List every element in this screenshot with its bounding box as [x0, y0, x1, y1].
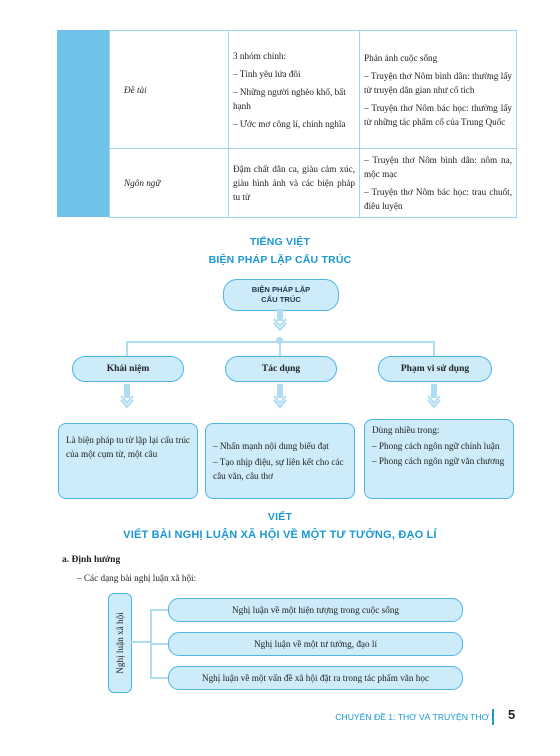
- essay-type-item: [168, 598, 463, 622]
- box-text: Là biện pháp tu từ lặp lại cấu trúc của một cụm từ, một câu: [66, 435, 190, 459]
- row-right: [360, 149, 517, 218]
- section-subheading: VIẾT BÀI NGHỊ LUẬN XÃ HỘI VỀ MỘT TƯ TƯỞNG, ĐẠO LÍ: [123, 529, 437, 541]
- chevron-down-icon: [273, 309, 287, 331]
- table-row: [110, 149, 517, 218]
- connector-line: [150, 643, 168, 645]
- connector-line: [126, 341, 128, 357]
- connector-line: [433, 341, 435, 357]
- effect-box: [205, 423, 355, 499]
- section-heading: TIẾNG VIỆT: [249, 236, 311, 248]
- right-item: Phản ánh cuộc sống: [364, 52, 438, 63]
- branch-node-effect: [225, 356, 337, 382]
- section-subheading: BIỆN PHÁP LẶP CẤU TRÚC: [208, 254, 352, 266]
- middle-intro: 3 nhóm chính:: [233, 50, 287, 61]
- connector-line: [150, 677, 168, 679]
- essay-type-label: Nghị luận về một vấn đề xã hội đặt ra trong tác phẩm văn học: [201, 673, 430, 683]
- right-item: – Truyện thơ Nôm bình dân: thường lấy từ truyện dân gian như cổ tích: [364, 70, 512, 95]
- branch-label: Khái niệm: [106, 364, 150, 374]
- connector-line: [279, 341, 281, 357]
- middle-item: – Ước mơ công lí, chính nghĩa: [233, 118, 346, 129]
- box-text: Dùng nhiều trong:: [372, 425, 440, 435]
- right-item: – Truyện thơ Nôm bình dân: nôm na, mộc mạc: [364, 155, 512, 179]
- connector-line: [150, 609, 168, 611]
- essay-type-label: Nghị luận về một hiện tượng trong cuộc sống: [231, 605, 400, 615]
- part-intro: – Các dạng bài nghị luận xã hội:: [77, 573, 197, 583]
- row-middle: [229, 149, 360, 218]
- diagram-root-node: [223, 279, 339, 311]
- definition-box: [58, 423, 198, 499]
- row-head: Đề tài: [110, 31, 229, 149]
- right-item: – Truyện thơ Nôm bác học: thường lấy từ những tác phẩm cổ của Trung Quốc: [364, 102, 512, 127]
- essay-type-item: [168, 632, 463, 656]
- comparison-table: [109, 30, 517, 218]
- row-middle: [229, 31, 360, 149]
- box-text: – Nhấn mạnh nội dung biểu đạt: [213, 441, 329, 451]
- essay-type-item: [168, 666, 463, 690]
- branch-node-scope: [378, 356, 492, 382]
- essay-type-label: Nghị luận về một tư tưởng, đạo lí: [253, 639, 377, 649]
- box-text: – Tạo nhịp điệu, sự liên kết cho các câu văn, câu thơ: [213, 457, 344, 481]
- chevron-down-icon: [427, 384, 441, 410]
- row-head: Ngôn ngữ: [110, 149, 229, 218]
- middle-item: – Tình yêu lứa đôi: [233, 68, 301, 79]
- branch-label: Phạm vi sử dụng: [400, 364, 470, 374]
- connector-line: [131, 641, 151, 643]
- table-side-band: [57, 30, 109, 217]
- vertical-label-box: [108, 593, 132, 693]
- footer-chapter: CHUYÊN ĐỀ 1: THƠ VÀ TRUYỆN THƠ: [335, 712, 489, 722]
- branch-node-definition: [72, 356, 184, 382]
- connector-line: [127, 341, 435, 343]
- box-text: – Phong cách ngôn ngữ văn chương: [372, 456, 505, 466]
- section-heading: VIẾT: [267, 511, 293, 523]
- page-number: 5: [508, 707, 516, 722]
- chevron-down-icon: [273, 384, 287, 410]
- footer-divider: [492, 709, 494, 725]
- middle-item: – Những người nghèo khổ, bất hạnh: [233, 86, 346, 111]
- scope-box: [364, 419, 514, 499]
- chevron-down-icon: [120, 384, 134, 410]
- table-row: [110, 31, 517, 149]
- right-item: – Truyện thơ Nôm bác học: trau chuốt, điêu luyện: [364, 187, 512, 211]
- part-title: a. Định hướng: [62, 555, 121, 565]
- box-text: – Phong cách ngôn ngữ chính luận: [372, 440, 500, 451]
- root-label-line: CẤU TRÚC: [261, 295, 301, 304]
- vertical-label: Nghị luận xã hội: [115, 612, 125, 674]
- root-label-line: BIỆN PHÁP LẶP: [251, 285, 311, 294]
- middle-intro: Đậm chất dân ca, giàu cảm xúc, giàu hình ảnh và các biện pháp tu từ: [233, 164, 355, 202]
- branch-label: Tác dụng: [261, 364, 301, 374]
- row-right: [360, 31, 517, 149]
